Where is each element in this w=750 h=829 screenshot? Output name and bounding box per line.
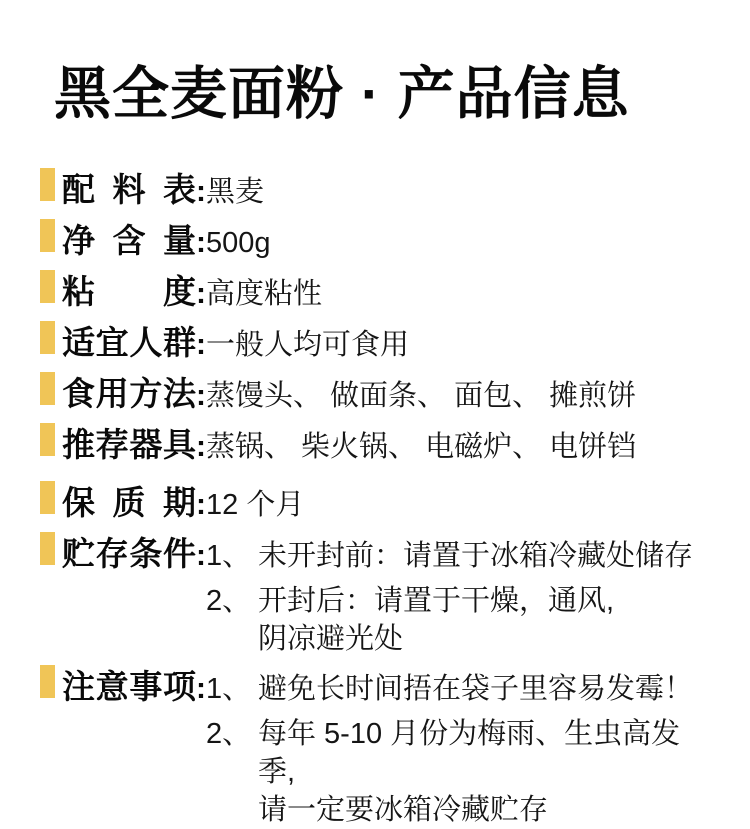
bullet-marker: [40, 665, 55, 698]
spec-label-text: 粘度: [62, 273, 196, 310]
spec-label: [62, 534, 206, 576]
spec-value: 一般人均可食用: [206, 329, 410, 361]
spec-label-text: 食用方法: [62, 375, 196, 412]
numbered-item: [206, 582, 706, 658]
spec-value: 蒸馒头、 做面条、 面包、 摊煎饼: [206, 380, 637, 412]
spec-label: [62, 170, 206, 212]
spec-value: [206, 670, 706, 829]
spec-label-text: 贮存条件: [62, 535, 196, 572]
bullet-marker: [40, 423, 55, 456]
numbered-item: [206, 670, 706, 708]
item-number: 1、: [206, 673, 252, 705]
spec-value: [206, 537, 706, 658]
bullet-marker: [40, 532, 55, 565]
spec-colon: :: [196, 328, 206, 361]
spec-label: [62, 272, 206, 314]
spec-label-text: 净含量: [62, 222, 196, 259]
spec-label: [62, 221, 206, 263]
spec-label-text: 适宜人群: [62, 324, 196, 361]
spec-row: [40, 372, 706, 416]
bullet-marker: [40, 270, 55, 303]
spec-colon: :: [196, 277, 206, 310]
spec-label: [62, 483, 206, 525]
spec-row: [40, 665, 706, 829]
spec-colon: :: [196, 672, 206, 705]
spec-label: [62, 374, 206, 416]
spec-colon: :: [196, 430, 206, 463]
spec-colon: :: [196, 175, 206, 208]
spec-row: [40, 168, 706, 212]
bullet-marker: [40, 168, 55, 201]
item-text: 避免长时间捂在袋子里容易发霉！: [258, 673, 694, 705]
spec-label-text: 保质期: [62, 484, 196, 521]
bullet-marker: [40, 219, 55, 252]
spec-row: [40, 321, 706, 365]
spec-value: 500g: [206, 227, 271, 259]
spec-label-text: 配料表: [62, 171, 196, 208]
bullet-marker: [40, 481, 55, 514]
spec-label-text: 注意事项: [62, 668, 196, 705]
item-text: 开封后：请置于干燥，通风, 阴凉避光处: [258, 585, 615, 655]
numbered-item: [206, 537, 706, 575]
spec-colon: :: [196, 226, 206, 259]
spec-row: [40, 423, 706, 467]
spec-label: [62, 425, 206, 467]
spec-list: [40, 168, 706, 829]
spec-label: [62, 667, 206, 709]
item-number: 2、: [206, 718, 252, 750]
spec-row: [40, 219, 706, 263]
item-text: 未开封前：请置于冰箱冷藏处储存: [258, 540, 694, 572]
spec-row: [40, 481, 706, 525]
spec-label-text: 推荐器具: [62, 426, 196, 463]
spec-colon: :: [196, 488, 206, 521]
spec-row: [40, 532, 706, 658]
spec-value: 蒸锅、 柴火锅、 电磁炉、 电饼铛: [206, 431, 637, 463]
spec-value: 黑麦: [206, 176, 265, 208]
bullet-marker: [40, 321, 55, 354]
numbered-item: [206, 715, 706, 829]
item-text: 每年 5-10 月份为梅雨、生虫高发季, 请一定要冰箱冷藏贮存: [258, 718, 681, 826]
item-number: 1、: [206, 540, 252, 572]
spec-label: [62, 323, 206, 365]
item-number: 2、: [206, 585, 252, 617]
spec-colon: :: [196, 379, 206, 412]
spec-colon: :: [196, 539, 206, 572]
spec-row: [40, 270, 706, 314]
spec-value: 12 个月: [206, 489, 305, 521]
spec-value: 高度粘性: [206, 278, 323, 310]
page-title: 黑全麦面粉 · 产品信息: [54, 62, 630, 126]
bullet-marker: [40, 372, 55, 405]
